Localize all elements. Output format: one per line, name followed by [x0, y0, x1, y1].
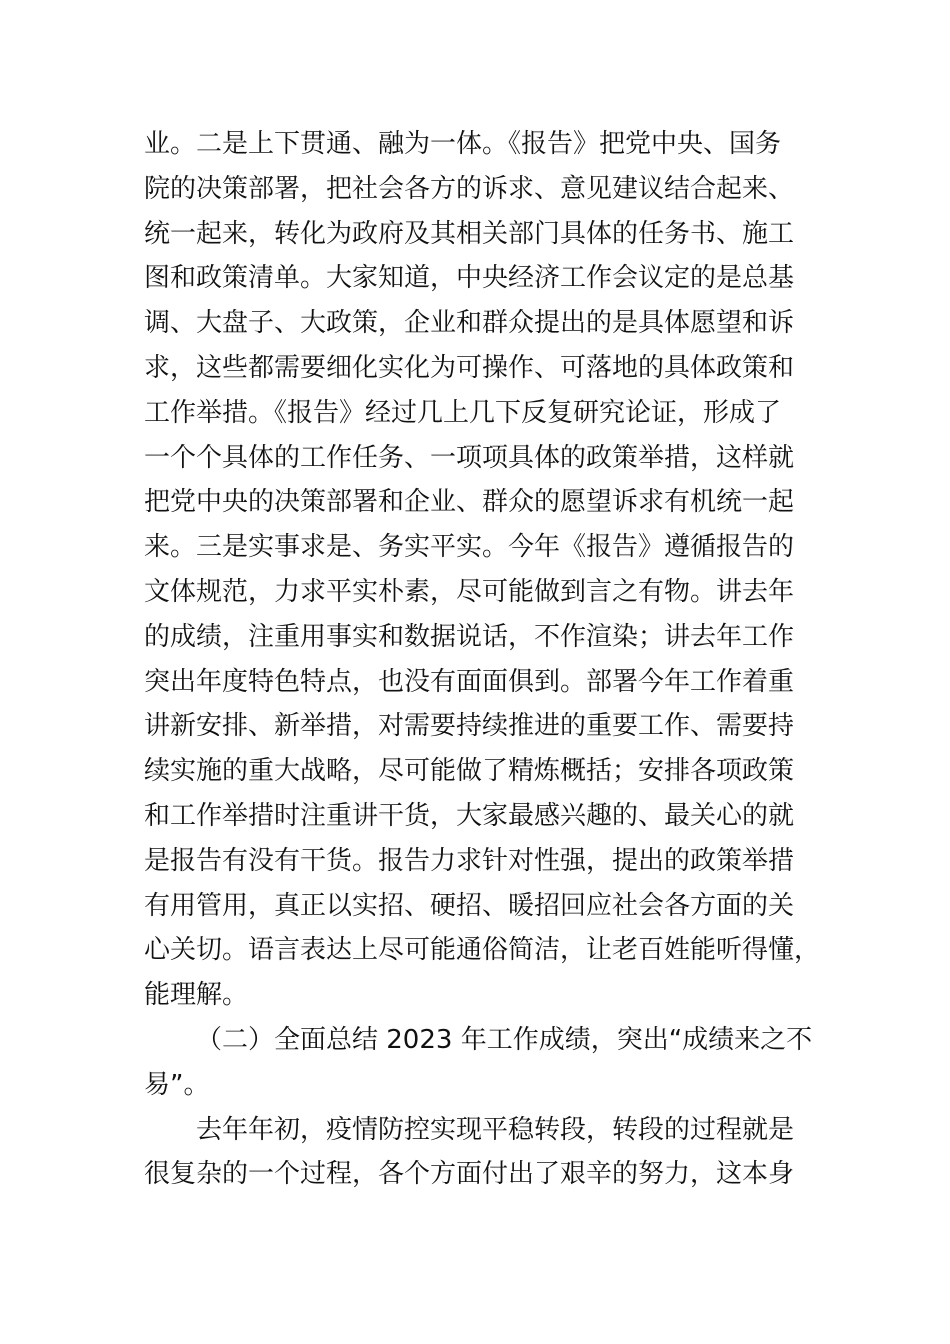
text-line: 文体规范，力求平实朴素，尽可能做到言之有物。讲去年 [144, 576, 795, 607]
text-line: 是报告有没有干货。报告力求针对性强，提出的政策举措 [144, 845, 795, 876]
text-line: 统一起来，转化为政府及其相关部门具体的任务书、施工 [144, 218, 795, 249]
text-line: 调、大盘子、大政策，企业和群众提出的是具体愿望和诉 [144, 308, 795, 339]
text-line: 有用管用，真正以实招、硬招、暖招回应社会各方面的关 [144, 890, 795, 921]
text-line: 工作举措。《报告》经过几上几下反复研究论证，形成了 [144, 397, 782, 428]
text-line: 续实施的重大战略，尽可能做了精炼概括；安排各项政策 [144, 756, 795, 787]
text-line: 和工作举措时注重讲干货，大家最感兴趣的、最关心的就 [144, 800, 795, 831]
text-line: 图和政策清单。大家知道，中央经济工作会议定的是总基 [144, 263, 795, 294]
text-line: 院的决策部署，把社会各方的诉求、意见建议结合起来、 [144, 173, 795, 204]
section-heading: （二）全面总结 2023 年工作成绩，突出“成绩来之不 [196, 1024, 813, 1055]
text-line: 把党中央的决策部署和企业、群众的愿望诉求有机统一起 [144, 487, 795, 518]
text-line: 讲新安排、新举措，对需要持续推进的重要工作、需要持 [144, 711, 795, 742]
text-line: 突出年度特色特点，也没有面面俱到。部署今年工作着重 [144, 666, 795, 697]
text-line: 很复杂的一个过程，各个方面付出了艰辛的努力，这本身 [144, 1159, 795, 1190]
section-heading-continuation: 易”。 [144, 1069, 210, 1100]
text-line: 来。三是实事求是、务实平实。今年《报告》遵循报告的 [144, 532, 795, 563]
text-line: 一个个具体的工作任务、一项项具体的政策举措，这样就 [144, 442, 795, 473]
text-line: 能理解。 [144, 980, 249, 1011]
text-line: 心关切。语言表达上尽可能通俗简洁，让老百姓能听得懂， [144, 935, 821, 966]
paragraph-start-line: 去年年初，疫情防控实现平稳转段，转段的过程就是 [196, 1114, 795, 1145]
body-text [144, 122, 821, 1197]
text-line: 业。二是上下贯通、融为一体。《报告》把党中央、国务 [144, 129, 782, 159]
text-line: 的成绩，注重用事实和数据说话，不作渲染；讲去年工作 [144, 621, 795, 652]
text-line: 求，这些都需要细化实化为可操作、可落地的具体政策和 [144, 352, 795, 383]
